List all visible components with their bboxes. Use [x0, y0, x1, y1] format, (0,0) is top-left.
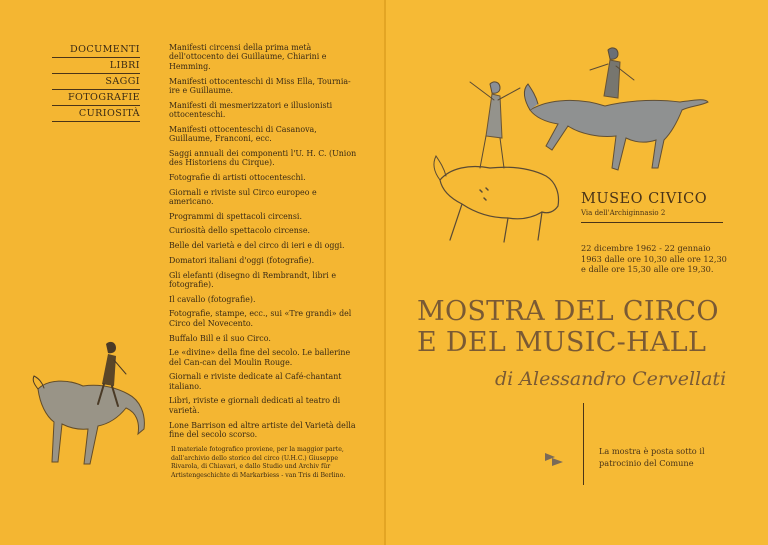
list-item: Manifesti ottocenteschi di Miss Ella, Tournia-ire e Guillaume. — [169, 76, 351, 95]
exhibition-title-line-2: E DEL MUSIC-HALL — [417, 327, 707, 358]
museum-title: MUSEO CIVICO — [581, 191, 708, 207]
list-item: Manifesti circensi della prima metà dell'ottocento dei Guillaume, Chiarini e Hemming. — [169, 43, 327, 71]
double-arrow-icon — [543, 450, 565, 470]
patronage-note: La mostra è posta sotto il patrocinio del Comune — [599, 446, 705, 468]
exhibition-dates: 22 dicembre 1962 - 22 gennaio 1963 dalle ore 10,30 alle ore 12,30 e dalle ore 15,30 alle ore 19,30. — [581, 243, 727, 275]
exhibition-title — [417, 296, 747, 358]
list-item: Libri, riviste e giornali dedicati al teatro di varietà. — [169, 396, 341, 415]
list-item: Giornali e riviste sul Circo europeo e americano. — [169, 187, 317, 207]
list-item: Lone Barrison ed altre artiste del Varietà della fine del secolo scorso. — [169, 420, 356, 439]
nav-item-documenti: DOCUMENTI — [52, 42, 140, 58]
horse-rider-sketch-icon — [28, 334, 158, 484]
nav-item-saggi: SAGGI — [52, 74, 140, 90]
nav-item-fotografie: FOTOGRAFIE — [52, 90, 140, 106]
nav-item-curiosita: CURIOSITÀ — [52, 106, 140, 122]
museum-address: Via dell'Archiginnasio 2 — [581, 209, 666, 217]
author-line: di Alessandro Cervellati — [495, 368, 727, 390]
museum-block — [581, 191, 725, 223]
list-item: Belle del varietà e del circo di ieri e di oggi. — [169, 241, 345, 251]
list-item: Giornali e riviste dedicate al Café-chantant italiano. — [169, 372, 342, 391]
list-item: Manifesti di mesmerizzatori e illusionisti ottocenteschi. — [169, 100, 333, 120]
list-item: Fotografie di artisti ottocenteschi. — [169, 172, 306, 182]
photo-credit: Il materiale fotografico proviene, per la maggior parte, dall'archivio dello storico del circo (U.H.C.) Giuseppe Rivarola, di Chiavari, e dallo Studio und Archiv für Artistengeschichte di Markarbiess - van Tris di Berlino. — [171, 446, 346, 480]
list-item: Fotografie, stampe, ecc., sui «Tre grandi» del Circo del Novecento. — [169, 309, 352, 328]
list-item: Manifesti ottocenteschi di Casanova, Guillaume, Franconi, ecc. — [169, 124, 317, 144]
list-item: Domatori italiani d'oggi (fotografie). — [169, 255, 315, 265]
list-item: Gli elefanti (disegno di Rembrandt, libri e fotografie). — [169, 270, 336, 289]
museum-divider — [581, 222, 723, 223]
list-item: Curiosità dello spettacolo circense. — [169, 226, 311, 236]
list-item: Il cavallo (fotografie). — [169, 294, 256, 304]
category-nav — [52, 42, 140, 122]
list-item: Buffalo Bill e il suo Circo. — [169, 333, 271, 343]
list-item: Le «divine» della fine del secolo. Le ballerine del Can-can del Moulin Rouge. — [169, 348, 351, 367]
vertical-divider — [583, 403, 584, 485]
fold-crease — [384, 0, 386, 545]
list-item: Programmi di spettacoli circensi. — [169, 211, 302, 221]
list-item: Saggi annuali dei componenti l'U. H. C. (Union des Historiens du Cirque). — [169, 148, 357, 168]
exhibition-title-line-1: MOSTRA DEL CIRCO — [417, 296, 719, 327]
exhibit-list — [169, 43, 357, 445]
nav-item-libri: LIBRI — [52, 58, 140, 74]
